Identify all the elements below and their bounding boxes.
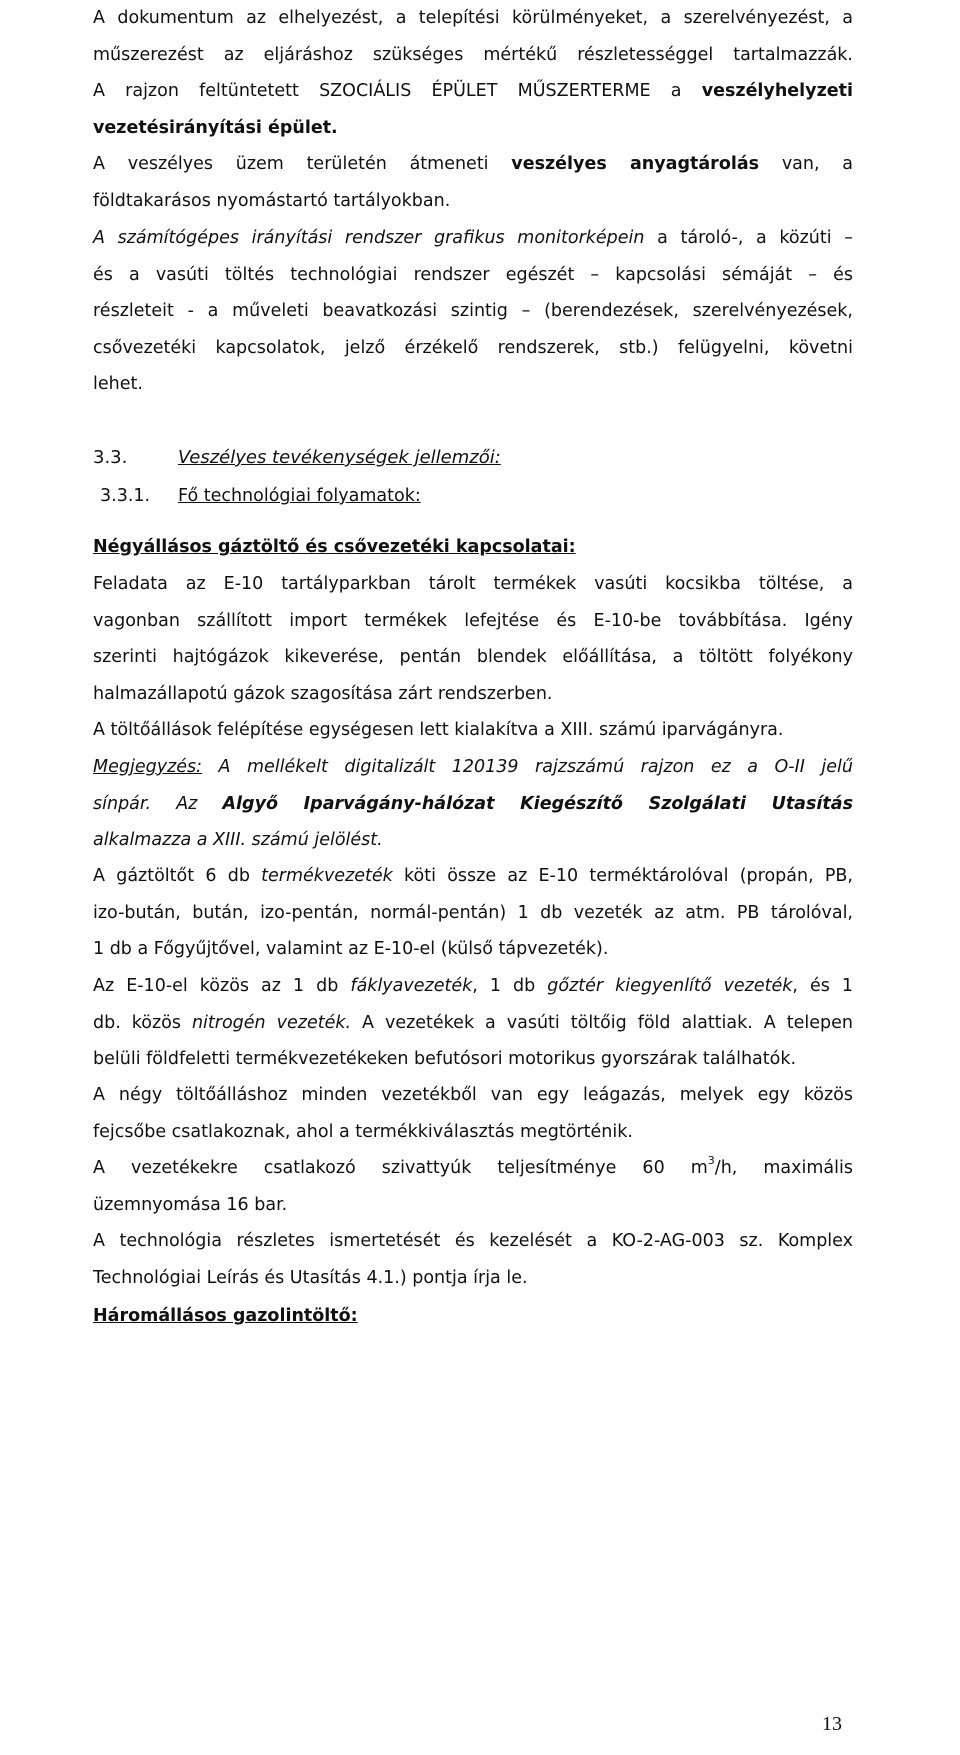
paragraph-note [93,749,853,859]
paragraph-storage [93,146,853,219]
italic-text: A számítógépes irányítási rendszer grafikus monitorképein [93,228,645,248]
text-line: A dokumentum az elhelyezést, a telepítési körülményeket, a szerelvényezést, a [93,8,853,28]
text-line: vagonban szállított import termékek lefejtése és E-10-be továbbítása. Igény [93,610,853,631]
text-run: , 1 db [472,976,548,996]
text-line: üzemnyomása 16 bar. [93,1194,288,1215]
text-line [93,1150,853,1187]
text-run: A vezetékek a vasúti töltőig föld alattiak. A telepen [351,1012,853,1033]
text-run: A mellékelt digitalizált 120139 rajzszámú rajzon ez a O-II jelű [202,757,853,777]
text-line [93,118,338,138]
bold-text: veszélyes anyagtárolás [511,154,760,174]
text-line: földtakarásos nyomástartó tartályokban. [93,190,451,211]
text-run: Az E-10-el közös az 1 db [93,976,351,996]
text-run: A rajzon feltüntetett SZOCIÁLIS ÉPÜLET MŰSZERTERME a [93,81,702,101]
subheading-three-station [93,1298,853,1335]
text-run: köti össze az E-10 terméktárolóval (propán, PB, [392,866,853,886]
italic-text: termékvezeték [261,866,393,886]
page-number: 13 [822,1713,842,1735]
italic-text: nitrogén vezeték. [191,1012,352,1033]
paragraph-documentation [93,0,853,146]
text-line [93,786,853,823]
bold-underlined-text: Háromállásos gazolintöltő: [93,1306,358,1326]
note-label: Megjegyzés: [93,757,203,777]
text-line: Technológiai Leírás és Utasítás 4.1.) pontja írja le. [93,1267,528,1288]
paragraph-branches [93,1077,853,1150]
text-line [93,537,576,557]
paragraph-task [93,566,853,712]
text-run: a tároló-, a közúti – [644,228,853,248]
text-line [93,749,853,786]
paragraph-pipelines [93,858,853,968]
bold-text: veszélyhelyzeti [701,81,853,101]
text-line: Feladata az E-10 tartályparkban tárolt termékek vasúti kocsikba töltése, a [93,574,853,594]
paragraph-control-system [93,220,853,403]
bold-text: vezetésirányítási épület. [93,117,338,138]
bold-text: Algyő Iparvágány-hálózat Kiegészítő Szolgálati Utasítás [222,793,854,814]
text-line [93,1306,358,1326]
text-line: 1 db a Főgyűjtővel, valamint az E-10-el (külső tápvezeték). [93,939,609,959]
text-run: , és 1 [792,976,854,996]
text-run: A vezetékekre csatlakozó szivattyúk teljesítménye 60 m [93,1158,708,1178]
paragraph-technology [93,1223,853,1296]
text-line: lehet. [93,374,143,394]
text-line: és a vasúti töltés technológiai rendszer egészét – kapcsolási sémáját – és [93,264,853,285]
paragraph-stations [93,712,853,749]
text-run: db. közös [93,1012,192,1033]
section-3-3-title: Veszélyes tevékenységek jellemzői: [178,447,501,468]
text-line: A négy töltőálláshoz minden vezetékből van egy leágazás, melyek egy közös [93,1085,853,1105]
italic-text: fáklyavezeték [350,976,473,996]
paragraph-shared-lines [93,968,853,1078]
text-line [93,73,853,110]
text-run: A gáztöltőt 6 db [93,866,262,886]
subheading-four-station [93,529,853,566]
text-run: sínpár. Az [93,793,223,814]
text-line [93,858,853,895]
text-line: csővezetéki kapcsolatok, jelző érzékelő rendszerek, stb.) felügyelni, követni [93,337,853,358]
text-line [93,220,853,257]
text-line [93,1005,853,1042]
text-line: A technológia részletes ismertetését és kezelését a KO-2-AG-003 sz. Komplex [93,1231,853,1251]
paragraph-pumps [93,1150,853,1223]
text-line: műszerezést az eljáráshoz szükséges mértékű részletességgel tartalmazzák. [93,44,853,65]
superscript: 3 [707,1154,715,1167]
italic-text: gőztér kiegyenlítő vezeték [547,976,793,996]
section-3-3-number: 3.3. [93,447,128,468]
text-run: A veszélyes üzem területén átmeneti [93,154,512,174]
section-3-3-1-title: Fő technológiai folyamatok: [178,486,421,506]
text-line [93,968,853,1005]
text-line: szerinti hajtógázok kikeverése, pentán blendek előállítása, a töltött folyékony [93,647,853,667]
text-run: /h, maximális [714,1158,853,1178]
text-line [93,146,853,183]
bold-underlined-text: Négyállásos gáztöltő és csővezetéki kapcsolatai: [93,537,576,557]
text-line: halmazállapotú gázok szagosítása zárt rendszerben. [93,683,553,704]
text-line: részleteit - a műveleti beavatkozási szintig – (berendezések, szerelvényezések, [93,301,853,321]
text-line: izo-bután, bután, izo-pentán, normál-pentán) 1 db vezeték az atm. PB tárolóval, [93,902,853,923]
text-run: van, a [759,154,854,174]
text-line: alkalmazza a XIII. számú jelölést. [93,830,383,850]
text-line: fejcsőbe csatlakoznak, ahol a termékkiválasztás megtörténik. [93,1121,633,1142]
section-3-3-1-number: 3.3.1. [100,486,151,506]
text-line: A töltőállások felépítése egységesen lett kialakítva a XIII. számú iparvágányra. [93,720,784,740]
text-line: belüli földfeletti termékvezetékeken befutósori motorikus gyorszárak találhatók. [93,1049,797,1069]
